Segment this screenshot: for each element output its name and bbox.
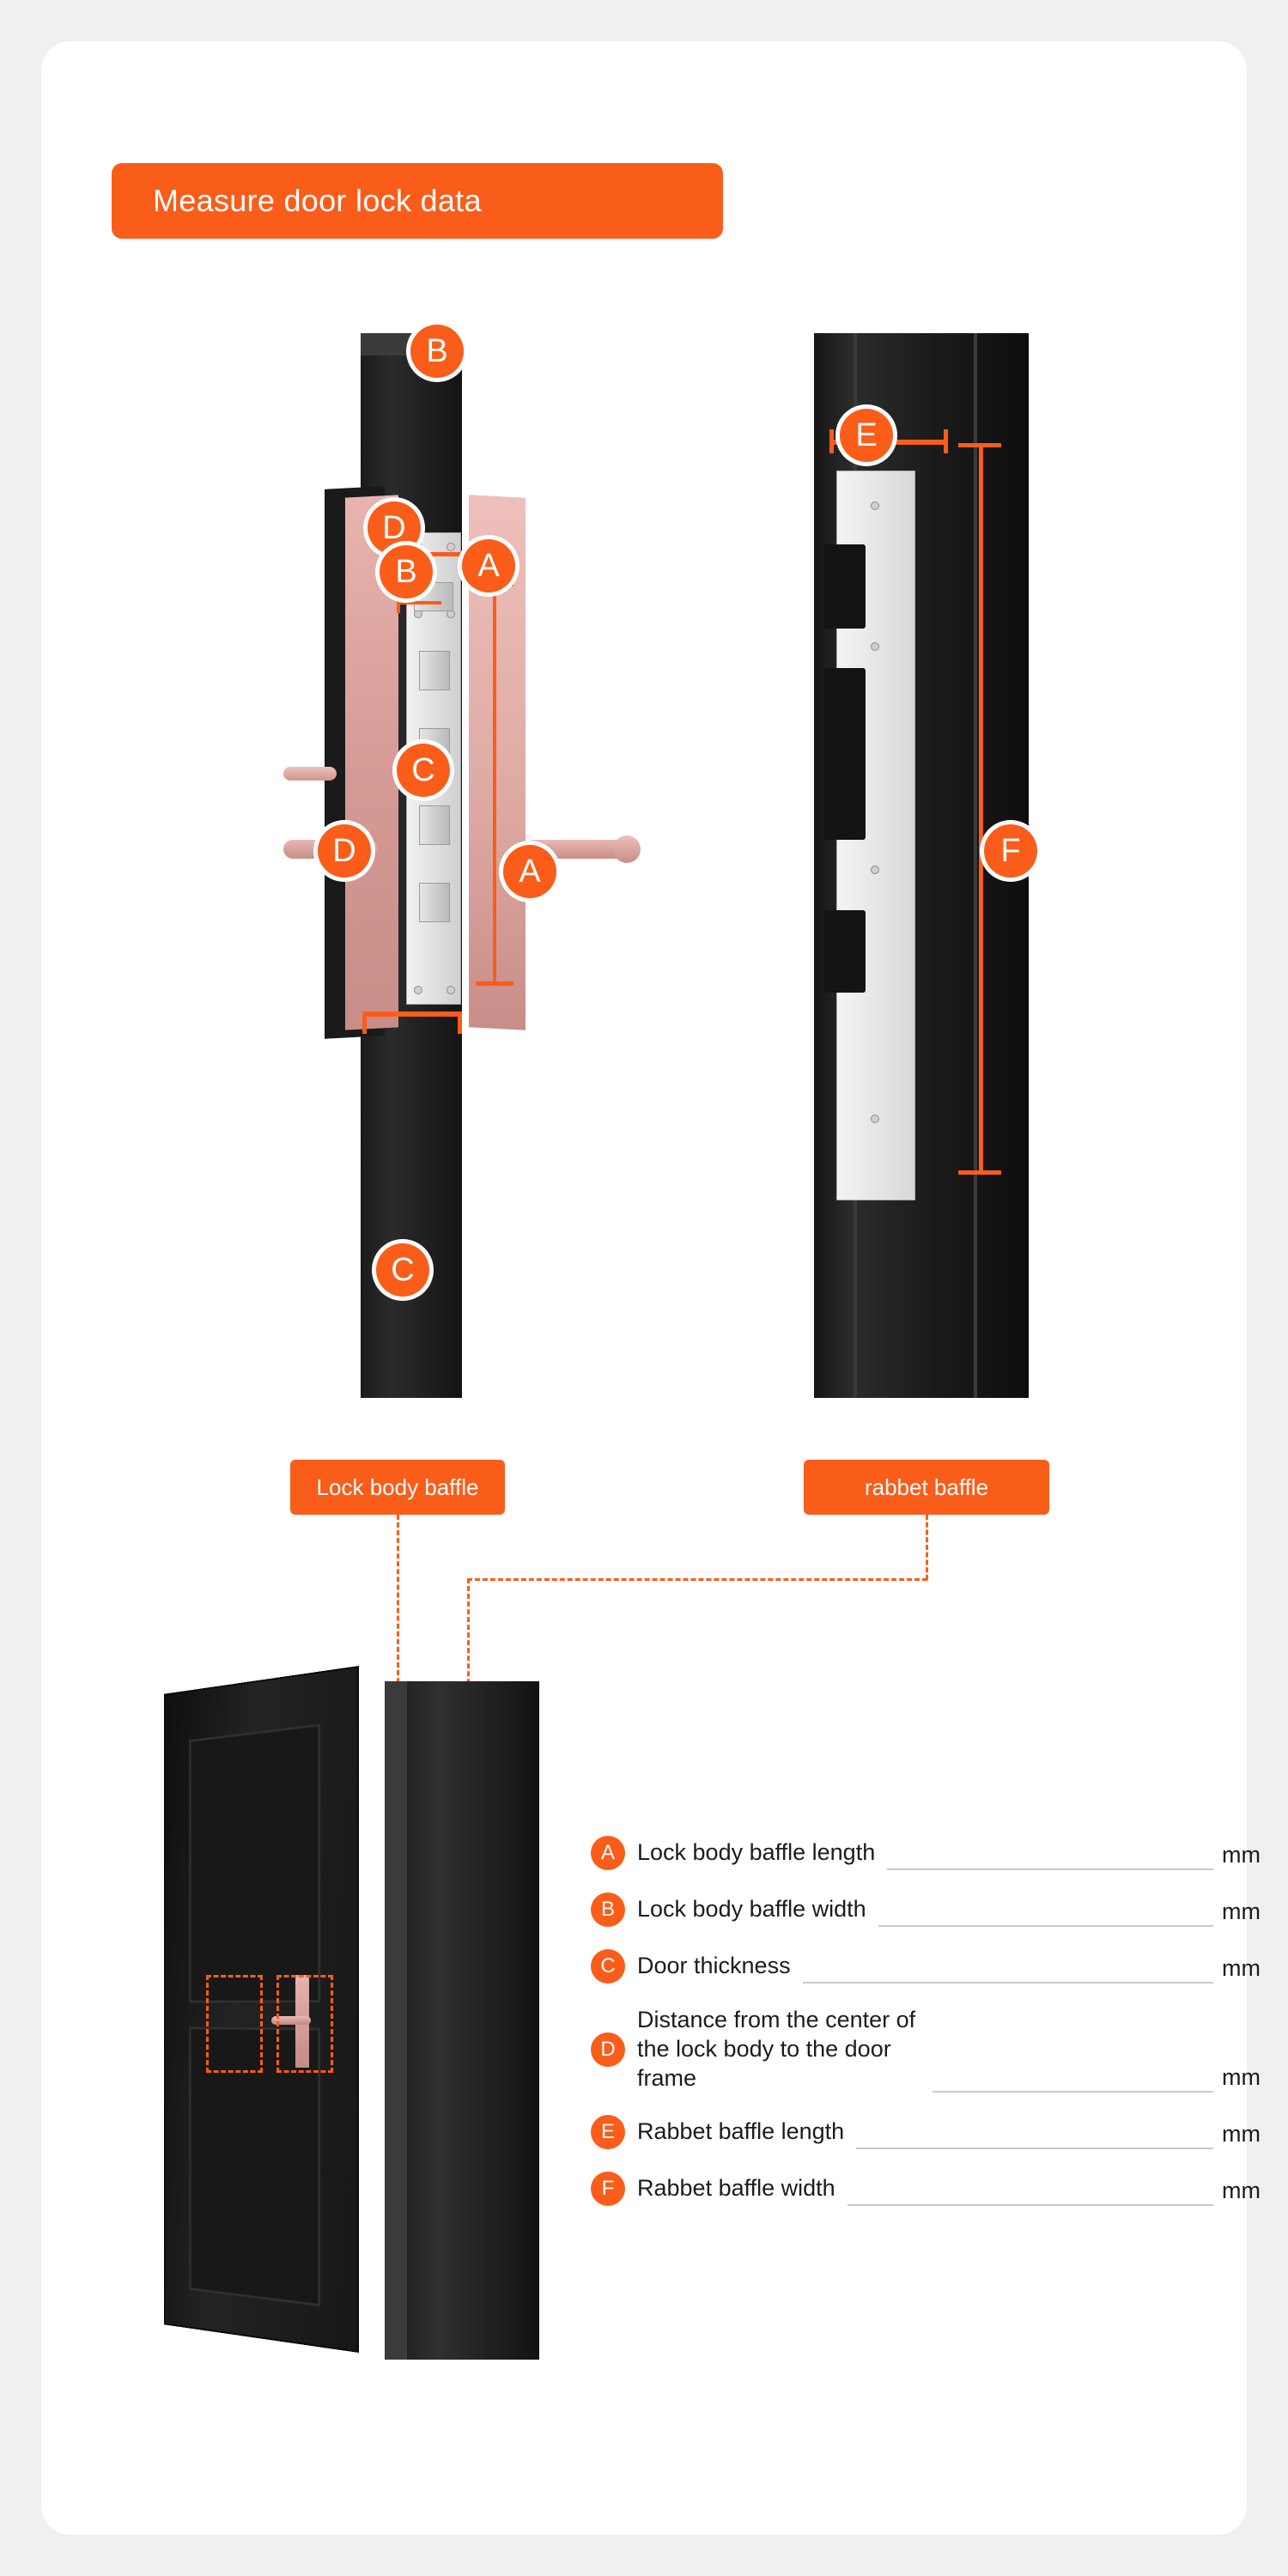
badge-a-main: A (503, 845, 556, 898)
badge-legend-a: A (591, 1836, 625, 1870)
legend-input-c[interactable] (803, 1956, 1213, 1984)
strike-hole (824, 910, 866, 993)
badge-legend-d: D (591, 2032, 625, 2067)
dimension-e-cap-right (944, 429, 948, 453)
legend-label-f: Rabbet baffle width (637, 2175, 835, 2202)
connector-rabbet-vertical-top (926, 1515, 928, 1580)
strike-hole (824, 544, 866, 629)
dead-bolt (419, 883, 450, 922)
legend-input-e[interactable] (856, 2122, 1213, 2149)
legend-input-b[interactable] (878, 1899, 1213, 1927)
badge-b: B (410, 325, 464, 378)
content-card (41, 41, 1261, 2535)
handle-right-cap (613, 835, 641, 863)
screw-icon (871, 501, 879, 510)
callout-rabbet-baffle (804, 1460, 1049, 1515)
screw-icon (871, 1115, 879, 1123)
legend-unit-e: mm (1222, 2121, 1261, 2148)
dimension-a-cap-bottom (476, 981, 513, 986)
legend-label-e: Rabbet baffle length (637, 2118, 845, 2145)
strike-hole (824, 668, 866, 840)
legend-unit-f: mm (1222, 2178, 1261, 2204)
screw-icon (871, 866, 879, 874)
legend-label-d: Distance from the center of the lock body to the door frame (637, 2007, 916, 2091)
legend-unit-c: mm (1222, 1955, 1261, 1981)
legend-label-c: Door thickness (637, 1953, 791, 1979)
screw-icon (447, 986, 455, 994)
legend-input-a[interactable] (887, 1843, 1213, 1870)
highlight-lock-body-baffle (206, 1975, 263, 2073)
door-frame-rabbet (385, 1681, 407, 2360)
legend-input-d[interactable] (933, 2065, 1213, 2093)
badge-legend-b: B (591, 1893, 625, 1927)
badge-a: A (462, 539, 515, 592)
legend-unit-a: mm (1222, 1842, 1261, 1868)
legend-unit-d: mm (1222, 2064, 1261, 2091)
dimension-e-cap-left (829, 429, 834, 453)
door-panel-upper (189, 1723, 320, 2002)
badge-d: D (368, 501, 421, 555)
dimension-f-line (979, 443, 983, 1175)
door-frame (385, 1681, 539, 2360)
dimension-c-cap-right (458, 1012, 462, 1034)
legend-label-b: Lock body baffle width (637, 1896, 866, 1923)
dead-bolt (419, 651, 450, 690)
legend-row-e (591, 2115, 1261, 2149)
dimension-a-line (493, 582, 496, 986)
highlight-rabbet-baffle (276, 1975, 333, 2073)
page-title-text: Measure door lock data (153, 183, 482, 218)
dimension-c-line (362, 1012, 462, 1017)
connector-rabbet-horizontal (467, 1578, 927, 1581)
legend-row-b (591, 1893, 1261, 1927)
badge-b-main: B (380, 545, 433, 598)
dimension-f-cap-bottom (958, 1170, 1001, 1175)
legend-row-c (591, 1949, 1261, 1984)
badge-legend-f: F (591, 2172, 625, 2206)
door-illustration (127, 1656, 608, 2377)
callout-lock-body-baffle (290, 1460, 505, 1515)
screw-icon (414, 986, 422, 994)
badge-legend-c: C (591, 1949, 625, 1984)
legend-row-f (591, 2172, 1261, 2206)
badge-d-main: D (318, 824, 371, 878)
dimension-f-cap-top (958, 443, 1001, 447)
legend-row-d (591, 2006, 1261, 2093)
callout-rabbet-baffle-text: rabbet baffle (864, 1473, 989, 1500)
screw-icon (447, 543, 455, 551)
legend-input-f[interactable] (848, 2178, 1213, 2206)
legend-row-a (591, 1836, 1261, 1870)
badge-c: C (397, 744, 450, 797)
badge-c-main: C (376, 1243, 429, 1297)
legend-label-a: Lock body baffle length (637, 1839, 876, 1866)
callout-lock-body-baffle-text: Lock body baffle (316, 1473, 479, 1500)
frame-edge-line (974, 333, 977, 1398)
page-title (112, 163, 723, 239)
measurement-legend (591, 1836, 1261, 2228)
badge-f-main: F (984, 824, 1037, 878)
dimension-d-line (397, 601, 441, 605)
screw-icon (871, 642, 879, 651)
key-cylinder (283, 767, 337, 781)
legend-unit-b: mm (1222, 1899, 1261, 1924)
dead-bolt (419, 805, 450, 845)
badge-e-main: E (840, 409, 893, 462)
dimension-c-cap-left (362, 1012, 367, 1034)
badge-legend-e: E (591, 2115, 625, 2149)
